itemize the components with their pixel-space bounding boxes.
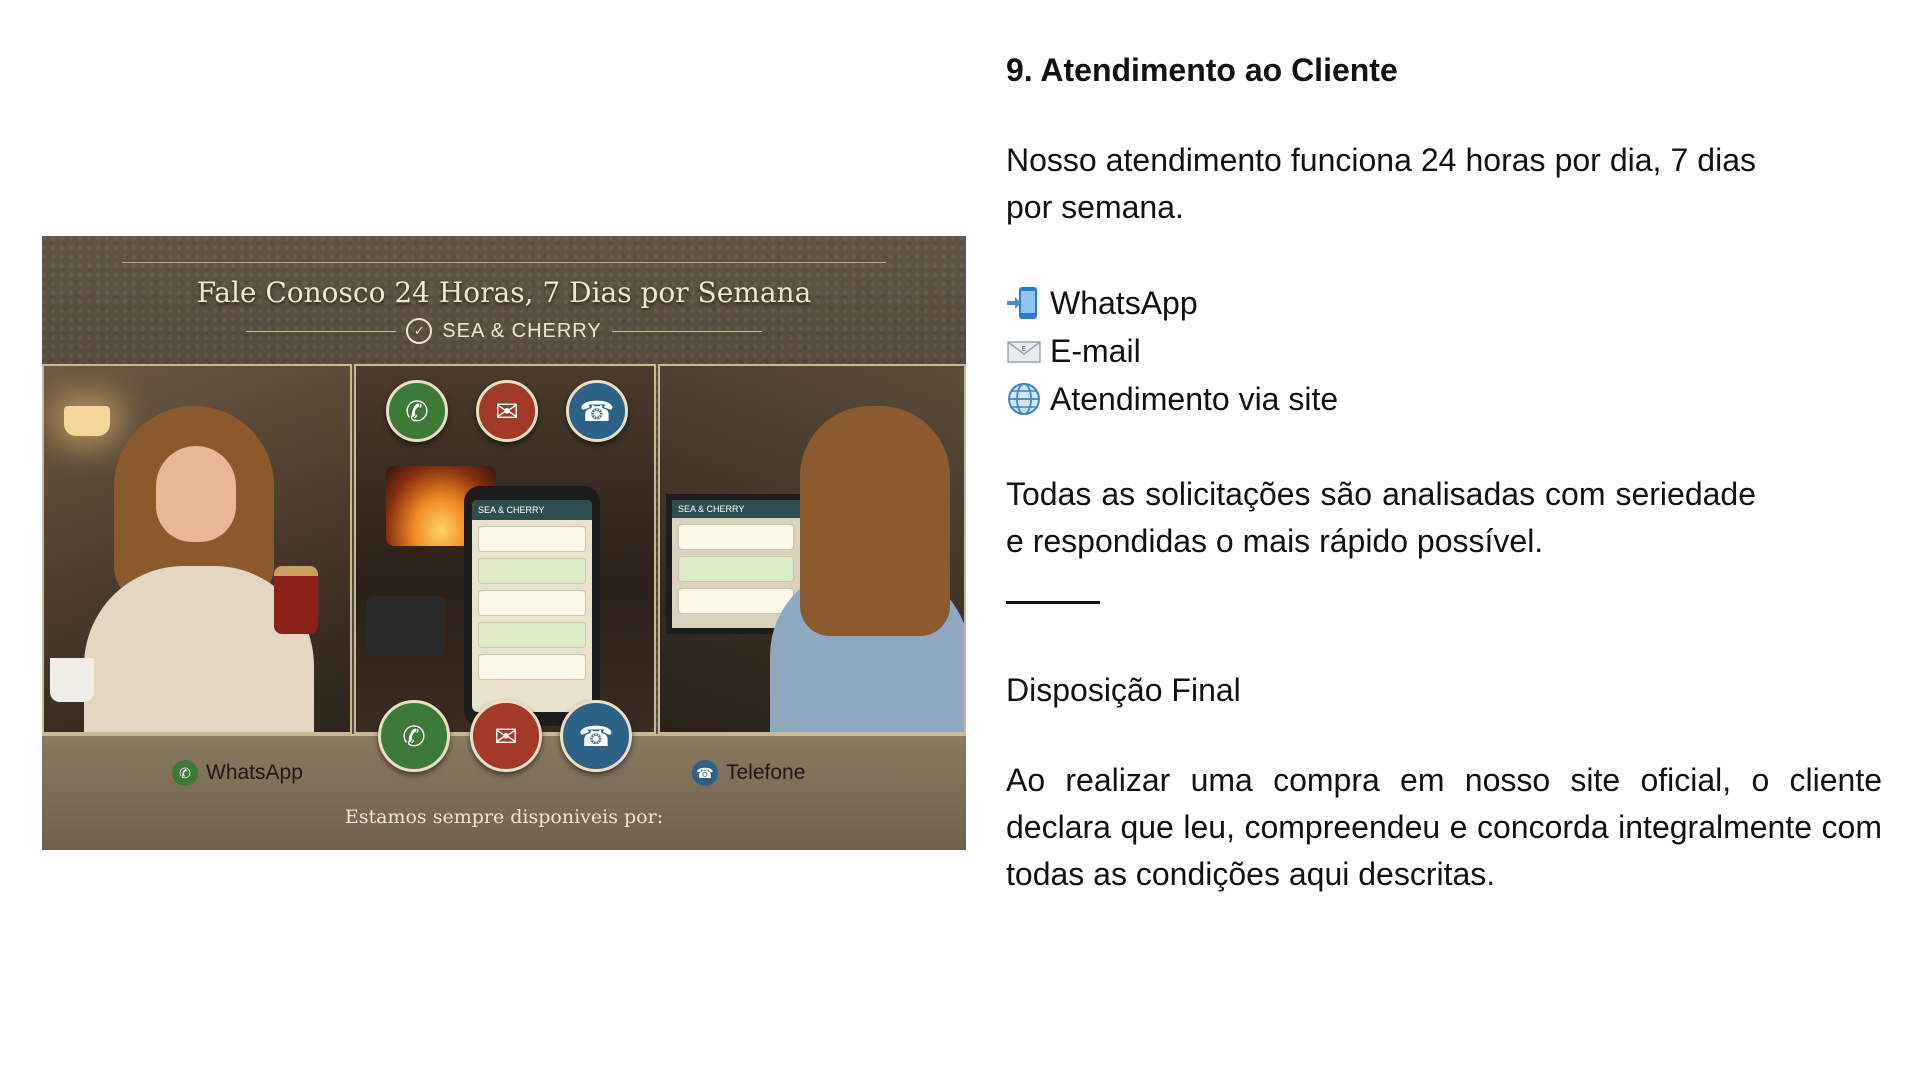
decorative-line: [246, 331, 396, 332]
chat-bubble: [478, 590, 586, 616]
agent-hair: [800, 406, 950, 636]
horizontal-divider: [1006, 601, 1100, 604]
illustration-footer: Estamos sempre disponiveis por:: [344, 806, 664, 828]
monitor-header: SEA & CHERRY: [672, 500, 800, 518]
bottom-band: [42, 720, 966, 850]
lamp-icon: [64, 406, 110, 436]
globe-icon: [1006, 381, 1042, 417]
contact-label: WhatsApp: [1050, 285, 1198, 321]
mobile-arrow-icon: [1006, 285, 1042, 321]
requests-paragraph: Todas as solicitações são analisadas com seriedade e respondidas o mais rápido possível.: [1006, 476, 1756, 559]
chat-bubble: [478, 558, 586, 584]
final-section-heading: Disposição Final: [1006, 672, 1241, 708]
brand-logo-icon: ✓: [406, 318, 432, 344]
chat-bubble: [478, 526, 586, 552]
chat-bubble: [678, 524, 794, 550]
whatsapp-icon: ✆: [378, 700, 450, 772]
svg-text:E: E: [1021, 345, 1027, 353]
card-terminal-icon: [366, 596, 446, 656]
contact-label: Atendimento via site: [1050, 381, 1339, 417]
contact-illustration: [42, 236, 966, 850]
telefone-label: [692, 760, 805, 786]
customer-on-phone-scene: [42, 364, 352, 734]
section-heading: 9. Atendimento ao Cliente: [1006, 52, 1398, 88]
contact-whatsapp: [1006, 279, 1882, 327]
document-content: [1006, 52, 1882, 898]
whatsapp-icon: ✆: [386, 380, 448, 442]
envelope-icon: [1006, 333, 1042, 369]
smartphone: [464, 486, 600, 726]
chat-bubble: [478, 654, 586, 680]
final-paragraph: Ao realizar uma compra em nosso site oficial, o cliente declara que leu, compreendeu e concorda integralmente com todas as condições aqui descritas.: [1006, 762, 1882, 892]
coffee-cup-icon: [50, 658, 94, 702]
cherry-jar-icon: [274, 566, 318, 634]
contact-label: E-mail: [1050, 333, 1141, 369]
intro-paragraph: Nosso atendimento funciona 24 horas por dia, 7 dias por semana.: [1006, 142, 1756, 225]
chat-bubble: [678, 588, 794, 614]
whatsapp-label: [172, 760, 303, 786]
phone-icon: ☎: [566, 380, 628, 442]
whatsapp-icon: ✆: [172, 760, 198, 786]
chat-bubble: [478, 622, 586, 648]
phone-screen: [472, 500, 592, 712]
brand-row: [42, 318, 966, 344]
chat-header: SEA & CHERRY: [472, 500, 592, 520]
telefone-label-text: Telefone: [726, 761, 806, 784]
phone-icon: ☎: [692, 760, 718, 786]
decorative-line: [122, 262, 886, 263]
spacer: [1006, 231, 1882, 279]
email-icon: ✉: [470, 700, 542, 772]
spacer: [1006, 423, 1882, 471]
woman-face: [156, 446, 236, 542]
illustration-title: Fale Conosco 24 Horas, 7 Dias por Semana: [196, 276, 812, 309]
phone-icon: ☎: [560, 700, 632, 772]
decorative-line: [612, 331, 762, 332]
phone-chat-scene: [354, 364, 656, 734]
contact-site: [1006, 375, 1882, 423]
whatsapp-label-text: WhatsApp: [206, 761, 303, 784]
email-icon: ✉: [476, 380, 538, 442]
brand-name: SEA & CHERRY: [442, 319, 602, 342]
contact-email: [1006, 327, 1882, 375]
agent-at-desk-scene: [658, 364, 966, 734]
chat-bubble: [678, 556, 794, 582]
